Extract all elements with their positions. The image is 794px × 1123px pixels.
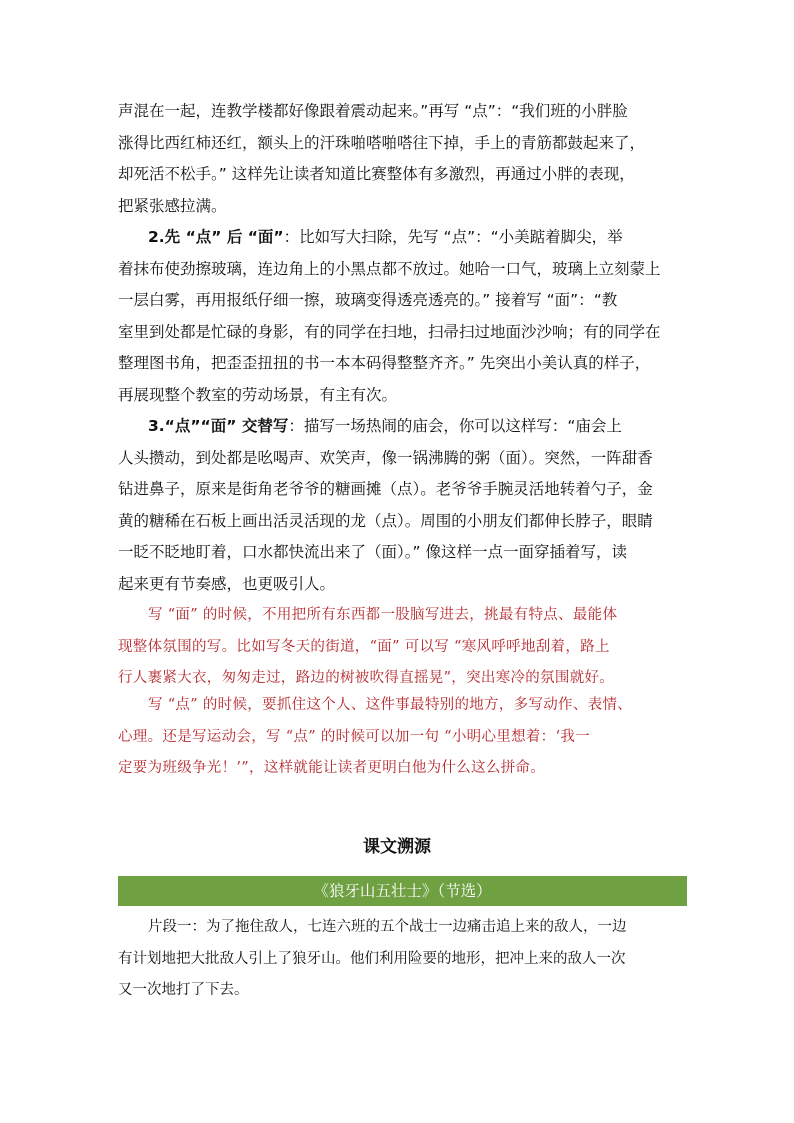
tip-surface [118,600,690,695]
tip-line: 心理。还是写运动会，写 “点” 的时候可以加一句 “小明心里想着：‘我一 [118,728,590,745]
method-label: 2.先 “点” 后 “面” [148,228,284,246]
tip-line: 定要为班级争光！’”，这样就能让读者更明白他为什么这么拼命。 [118,760,546,776]
paragraph-point-then-surface [118,222,690,411]
text-line: 着抹布使劲擦玻璃，连边角上的小黑点都不放过。她哈一口气，玻璃上立刻蒙上 [118,259,661,278]
excerpt-banner: 《狼牙山五壮士》（节选） [118,876,687,906]
text-line [118,222,690,254]
text-line: 黄的糖稀在石板上画出活灵活现的龙（点）。周围的小朋友们都伸长脖子，眼睛 [118,511,653,530]
tip-line: 写 “点” 的时候，要抓住这个人、这件事最特别的地方，多写动作、表情、 [148,697,633,713]
tip-line: 写 “面” 的时候，不用把所有东西都一股脑写进去，挑最有特点、最能体 [148,607,618,623]
text-line: 把紧张感拉满。 [118,196,227,215]
tip-point [118,690,690,785]
text-span: ：描写一场热闹的庙会，你可以这样写：“庙会上 [288,417,622,435]
paragraph-alternate [118,411,690,600]
text-line: 却死活不松手。” 这样先让读者知道比赛整体有多激烈，再通过小胖的表现， [118,165,635,183]
excerpt-line: 片段一：为了拖住敌人，七连六班的五个战士一边痛击追上来的敌人，一边 [148,919,627,935]
excerpt-text [118,912,690,1007]
text-line: 室里到处都是忙碌的身影，有的同学在扫地，扫帚扫过地面沙沙响；有的同学在 [118,322,661,341]
text-line: 整理图书角，把歪歪扭扭的书一本本码得整整齐齐。” 先突出小美认真的样子， [118,354,651,372]
text-line: 再展现整个教室的劳动场景，有主有次。 [118,385,398,404]
text-span: ：比如写大扫除，先写 “点”：“小美踮着脚尖，举 [283,228,623,246]
section-title: 课文溯源 [363,837,431,857]
tip-line: 现整体氛围的写。比如写冬天的街道，“面” 可以写 “寒风呼呼地刮着，路上 [118,638,610,655]
excerpt-line: 又一次地打了下去。 [118,982,249,998]
text-line: 涨得比西红柿还红，额头上的汗珠啪嗒啪嗒往下掉，手上的青筋都鼓起来了， [118,133,646,152]
text-line: 钻进鼻子，原来是街角老爷爷的糖画摊（点）。老爷爷手腕灵活地转着勺子，金 [118,480,653,498]
text-line [118,411,690,443]
text-line: 声混在一起，连教学楼都好像跟着震动起来。”再写 “点”：“我们班的小胖脸 [118,102,628,120]
text-line: 人头攒动，到处都是吆喝声、欢笑声，像一锅沸腾的粥（面）。突然，一阵甜香 [118,448,653,467]
text-line: 起来更有节奏感，也更吸引人。 [118,574,336,593]
text-line: 一眨不眨地盯着，口水都快流出来了（面）。” 像这样一点一面穿插着写，读 [118,543,627,561]
tip-line: 行人裹紧大衣，匆匆走过，路边的树被吹得直摇晃”，突出寒冷的氛围就好。 [118,670,615,686]
paragraph-bigcontest [118,96,690,222]
text-line: 一层白雾，再用报纸仔细一擦，玻璃变得透亮透亮的。” 接着写 “面”：“教 [118,291,618,309]
method-label: 3.“点”“面” 交替写 [148,417,289,435]
excerpt-line: 有计划地把大批敌人引上了狼牙山。他们利用险要的地形，把冲上来的敌人一次 [118,950,626,967]
